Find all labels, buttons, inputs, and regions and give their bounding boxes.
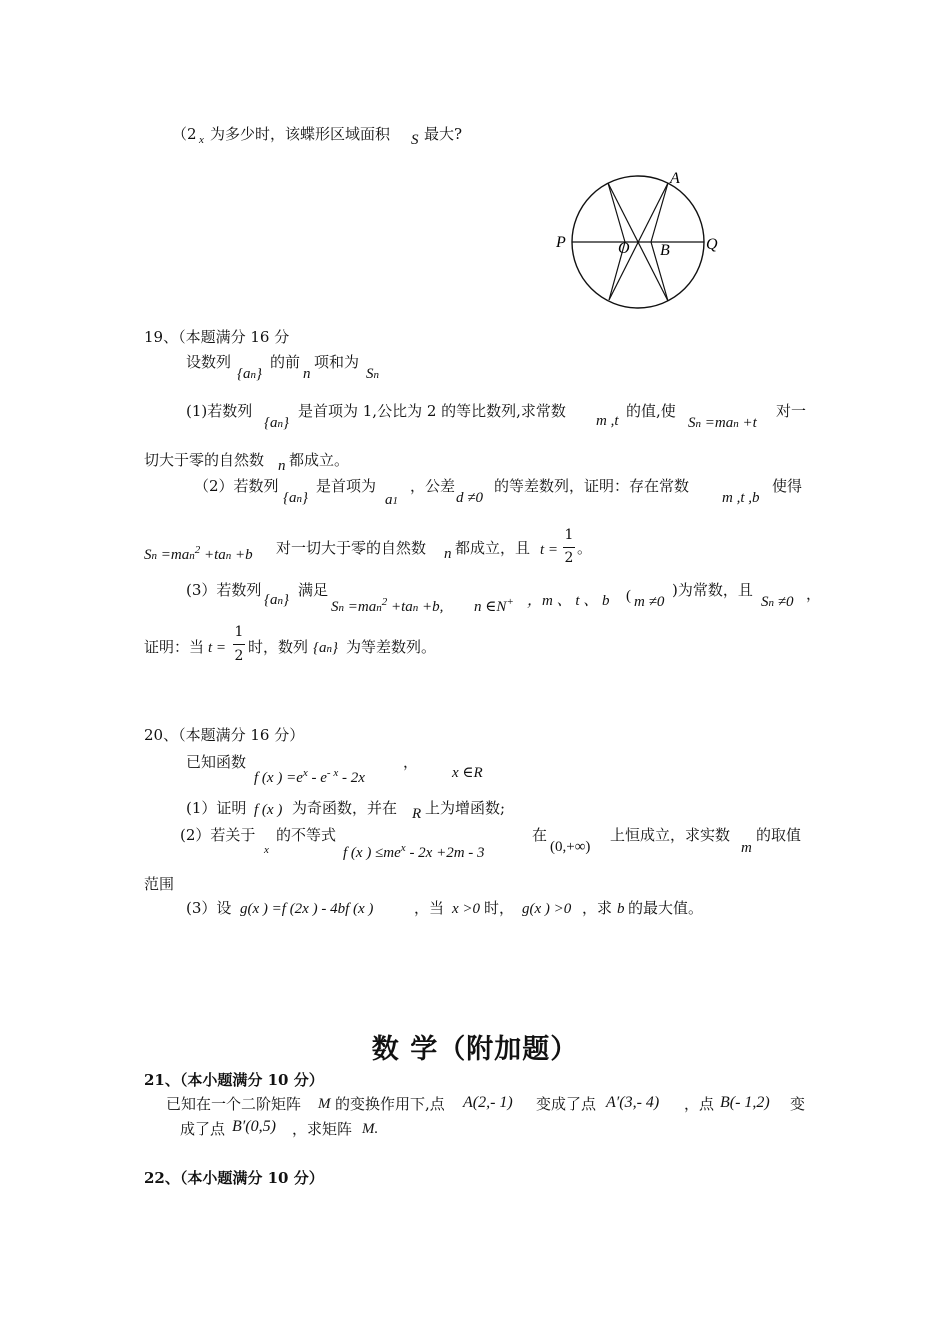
q19-p1-n: n [278, 458, 286, 474]
q21-line2-mid: ，求矩阵 [292, 1120, 353, 1138]
q21-B: B(- 1,2) [720, 1094, 770, 1111]
q19-p2-seq: {an} [283, 490, 308, 506]
q19-var-n: n [303, 366, 311, 382]
q19-p1-mt: m ,t [596, 413, 619, 429]
q19-p3-t: t = [208, 640, 227, 656]
frac2-numerator: 1 [234, 624, 244, 640]
q19-p3-equation: Sn =man$^2$ +tan +b, [331, 596, 444, 615]
q20-p2-tail: 的取值 [756, 826, 802, 844]
q19-p3-seq: {an} [264, 592, 289, 608]
q20-p3-mid2: 时， [484, 899, 515, 917]
q19-p2-mtb: m ,t ,b [722, 490, 760, 506]
q21-line2-M: M. [362, 1121, 379, 1137]
q19-p3-list: ，m 、 t 、 b [527, 593, 610, 609]
q19-intro-mid: 的前 [270, 353, 301, 371]
q21-A: A(2,- 1) [463, 1094, 513, 1111]
q19-p2-line2-post: 都成立，且 [455, 539, 531, 557]
q19-p3-line2-mid: 时，数列 [248, 638, 309, 656]
frac2-denominator: 2 [234, 648, 244, 664]
q20-p3-pre: (3）设 [186, 899, 232, 917]
frac-numerator: 1 [564, 527, 574, 543]
q21-line2-pre: 成了点 [180, 1120, 226, 1138]
label-B: B [660, 242, 670, 259]
q19-p2-a1: a1 [385, 492, 398, 508]
q20-p1-R: R [412, 806, 422, 822]
q19-p3-pre: (3）若数列 [186, 581, 262, 599]
frac-denominator: 2 [564, 550, 574, 566]
q21-line1-mid3: ，点 [684, 1095, 715, 1113]
q20-p3-g: g(x ) =f (2x ) - 4bf (x ) [240, 901, 374, 917]
q21-Aprime: A′(3,- 4) [606, 1094, 660, 1111]
q18-part2-suffix: 最大? [424, 125, 463, 143]
q19-p3-paren-l: ( [626, 588, 631, 604]
butterfly-figure [550, 165, 730, 315]
q19-p1-mid: 是首项为 1,公比为 2 的等比数列,求常数 [298, 402, 566, 420]
label-Q: Q [706, 236, 718, 253]
q20-p2-mid: 的不等式 [276, 826, 337, 844]
q20-p2-ineq: f (x ) $\le me^x - 2x +2m - 3$ [343, 842, 485, 861]
q19-p2-post: 的等差数列，证明：存在常数 [494, 477, 690, 495]
q19-p2-equation: Sn =man$^2$ +tan +b [144, 544, 253, 563]
q19-p2-end: 。 [577, 539, 593, 557]
q19-var-S: Sn [366, 366, 379, 382]
q21-Bprime: B′(0,5) [232, 1118, 276, 1135]
q21-line1-mid: 的变换作用下,点 [335, 1095, 445, 1113]
q19-p3-tail: ， [806, 585, 822, 603]
q20-p1-f: f (x ) [254, 802, 283, 818]
label-P: P [556, 234, 566, 251]
q21-line1-pre: 已知在一个二阶矩阵 [166, 1095, 302, 1113]
q19-p3-mneq: m ≠0 [634, 594, 665, 610]
q19-p3-line2-post: 为等差数列。 [346, 638, 437, 656]
q20-p3-mid3: ，求 [582, 899, 613, 917]
q19-p1-line2-post: 都成立。 [289, 451, 350, 469]
q21-line1-tail: 变 [790, 1095, 806, 1113]
q19-header: 19、（本题满分 16 分 [144, 328, 290, 346]
q20-p2-line2: 范围 [144, 875, 175, 893]
q20-p2-pre: (2）若关于 [180, 826, 256, 844]
label-O: O [618, 240, 630, 257]
q19-p2-mid2: ，公差 [410, 477, 456, 495]
q20-p1-pre: (1）证明 [186, 799, 247, 817]
q19-p2-d: d ≠0 [456, 490, 483, 506]
q20-p2-in: 在 [532, 826, 548, 844]
q20-p2-x: x [264, 844, 269, 856]
q21-M: M [318, 1096, 331, 1112]
q19-p3-mid: 满足 [298, 581, 329, 599]
q19-p1-seq: {an} [264, 415, 289, 431]
q21-header: 21、（本小题满分 10 分） [144, 1071, 324, 1089]
q20-p3-cond: x >0 [452, 901, 481, 917]
q19-p1-tail: 对一 [776, 402, 807, 420]
q20-p3-post: 的最大值。 [628, 899, 704, 917]
q19-p1-eq: Sn =man +t [688, 415, 757, 431]
q19-p2-line2-mid: 对一切大于零的自然数 [276, 539, 427, 557]
q19-p2-t: t = [540, 542, 559, 558]
q19-p3-line2-seq: {an} [313, 640, 338, 656]
q20-p2-m: m [741, 840, 752, 856]
q20-p3-g2: g(x ) >0 [522, 901, 572, 917]
q22-header: 22、（本小题满分 10 分） [144, 1169, 324, 1187]
q20-p3-b: b [617, 901, 625, 917]
q19-intro-post: 项和为 [314, 353, 360, 371]
frac-bar [563, 547, 575, 548]
q19-p1-line2-pre: 切大于零的自然数 [144, 451, 265, 469]
q19-p1-post: 的值,使 [626, 402, 676, 420]
q20-p1-mid: 为奇函数，并在 [292, 799, 398, 817]
q19-p3-line2-pre: 证明：当 [144, 638, 205, 656]
q20-intro: 已知函数 [186, 753, 247, 771]
q19-p2-tail: 使得 [772, 477, 803, 495]
q18-part2-mid: 为多少时，该蝶形区域面积 [210, 125, 391, 143]
q19-p1-pre: (1)若数列 [186, 402, 253, 420]
q18-part2-prefix: （2 [172, 125, 197, 143]
q19-p2-pre: （2）若数列 [194, 477, 279, 495]
frac2-bar [233, 644, 245, 645]
q20-xinR: x ∈R [452, 765, 483, 781]
q19-intro-pre: 设数列 [186, 353, 232, 371]
q20-p1-post: 上为增函数; [425, 799, 506, 817]
q20-comma: ， [403, 753, 419, 771]
q18-var-S: S [411, 132, 419, 148]
q19-p3-paren-r: )为常数，且 [672, 581, 753, 599]
label-A: A [670, 170, 680, 187]
section-title: 数 学（附加题） [371, 1034, 579, 1065]
q20-func: f (x ) $=e^x - e^{- x} - 2x$ [254, 767, 365, 786]
q20-p2-interval: (0,+∞) [550, 839, 591, 855]
q19-p2-n: n [444, 546, 452, 562]
q18-var-x: x [199, 134, 204, 146]
q20-p3-mid: ，当 [414, 899, 445, 917]
q19-p3-nin: n ∈N+ [474, 596, 514, 615]
q20-header: 20、（本题满分 16 分） [144, 726, 305, 744]
q19-p3-sneq: Sn ≠0 [761, 594, 794, 610]
q19-seq: {an} [237, 366, 262, 382]
q21-line1-mid2: 变成了点 [536, 1095, 597, 1113]
q19-p2-mid: 是首项为 [316, 477, 377, 495]
q20-p2-post: 上恒成立，求实数 [610, 826, 731, 844]
